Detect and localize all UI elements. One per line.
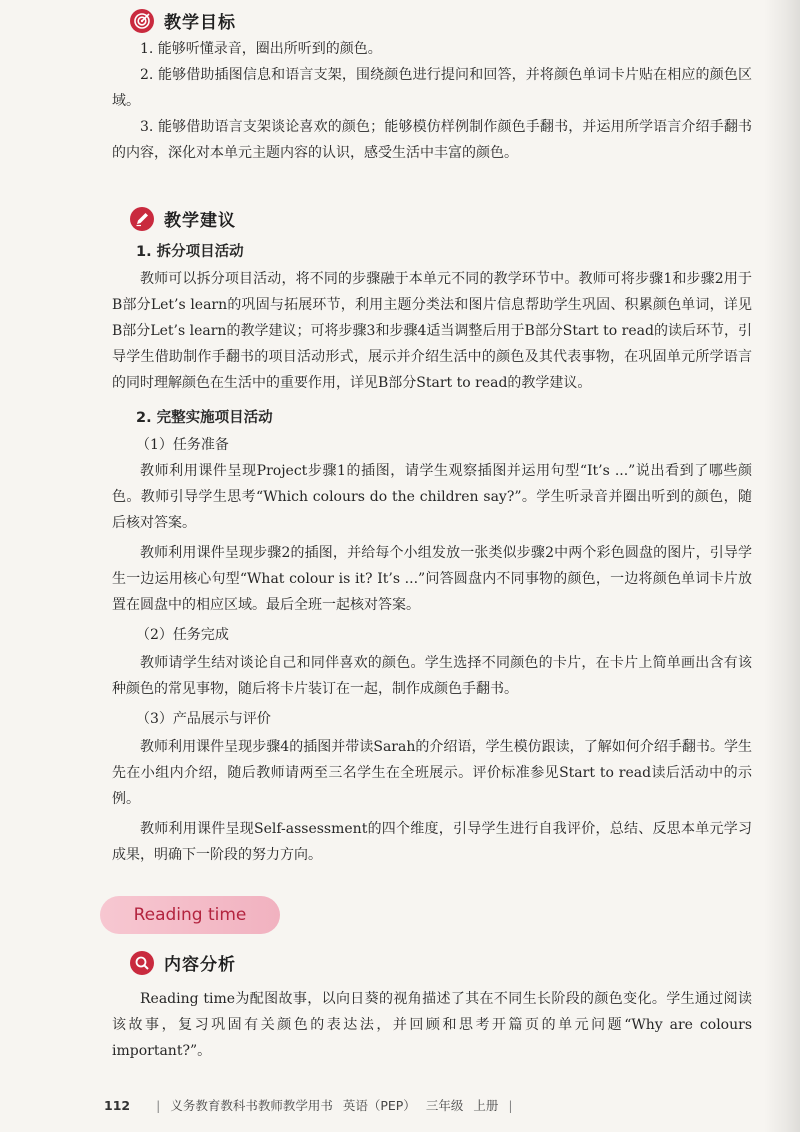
paragraph-prepare-2: 教师利用课件呈现步骤2的插图，并给每个小组发放一张类似步骤2中两个彩色圆盘的图片，引导学生一边运用核心句型“What colour is it? It’s ...”问答圆盘内不同事物的颜色，一边将颜色单词卡片放置在圆盘中的相应区域。最后全班一起核对答案。 xyxy=(112,545,752,613)
sub-heading-split: 1. 拆分项目活动 xyxy=(136,244,244,260)
paragraph-showcase-2: 教师利用课件呈现Self-assessment的四个维度，引导学生进行自我评价，总结、反思本单元学习成果，明确下一阶段的努力方向。 xyxy=(112,821,752,863)
section-goals-title: 教学目标 xyxy=(164,13,236,33)
footer-grade: 三年级 xyxy=(425,1098,464,1113)
footer-book-title: 义务教育教科书教师教学用书 xyxy=(170,1098,333,1113)
goal-item-2: 2. 能够借助插图信息和语言支架，围绕颜色进行提问和回答，并将颜色单词卡片贴在相应的颜色区域。 xyxy=(112,67,752,109)
page-footer xyxy=(104,1096,523,1114)
footer-divider-end: | xyxy=(508,1097,513,1113)
paragraph-split: 教师可以拆分项目活动，将不同的步骤融于本单元不同的教学环节中。教师可将步骤1和步骤2用于B部分Let’s learn的巩固与拓展环节，利用主题分类法和图片信息帮助学生巩固、积累颜色单词，详见B部分Let’s learn的教学建议；可将步骤3和步骤4适当调整后用于B部分Start to read的读后环节，引导学生借助制作手翻书的项目活动形式，展示并介绍生活中的颜色及其代表事物，在巩固单元所学语言的同时理解颜色在生活中的重要作用，详见B部分Start to read的教学建议。 xyxy=(112,271,752,391)
step-heading-showcase: （3）产品展示与评价 xyxy=(136,711,271,727)
step-heading-prepare: （1）任务准备 xyxy=(136,437,229,453)
footer-volume: 上册 xyxy=(473,1098,499,1113)
section-analysis-header xyxy=(130,950,236,975)
paragraph-showcase-1: 教师利用课件呈现步骤4的插图并带读Sarah的介绍语，学生模仿跟读，了解如何介绍手翻书。学生先在小组内介绍，随后教师请两至三名学生在全班展示。评价标准参见Start to read读后活动中的示例。 xyxy=(112,739,752,807)
sub-heading-complete: 2. 完整实施项目活动 xyxy=(136,410,273,426)
goal-item-3: 3. 能够借助语言支架谈论喜欢的颜色；能够模仿样例制作颜色手翻书，并运用所学语言介绍手翻书的内容，深化对本单元主题内容的认识，感受生活中丰富的颜色。 xyxy=(112,119,752,161)
paragraph-analysis: Reading time为配图故事，以向日葵的视角描述了其在不同生长阶段的颜色变化。学生通过阅读该故事，复习巩固有关颜色的表达法，并回顾和思考开篇页的单元问题“Why are colours important?”。 xyxy=(112,991,752,1059)
paragraph-prepare-1: 教师利用课件呈现Project步骤1的插图，请学生观察插图并运用句型“It’s ...”说出看到了哪些颜色。教师引导学生思考“Which colours do the children say?”。学生听录音并圈出听到的颜色，随后核对答案。 xyxy=(112,463,752,531)
target-icon xyxy=(130,9,154,33)
section-suggestions-header xyxy=(130,206,236,231)
page-edge-shadow xyxy=(764,0,800,1132)
reading-time-pill: Reading time xyxy=(100,896,280,934)
section-analysis-title: 内容分析 xyxy=(164,955,236,975)
goal-item-1: 1. 能够听懂录音，圈出所听到的颜色。 xyxy=(140,41,382,57)
section-suggestions-title: 教学建议 xyxy=(164,211,236,231)
section-goals-header xyxy=(130,8,236,33)
footer-subject: 英语（PEP） xyxy=(342,1098,416,1113)
pen-icon xyxy=(130,207,154,231)
magnifier-icon xyxy=(130,951,154,975)
page-number: 112 xyxy=(104,1097,131,1113)
footer-divider: | xyxy=(156,1097,161,1113)
step-heading-complete: （2）任务完成 xyxy=(136,627,229,643)
paragraph-complete: 教师请学生结对谈论自己和同伴喜欢的颜色。学生选择不同颜色的卡片，在卡片上简单画出含有该种颜色的常见事物，随后将卡片装订在一起，制作成颜色手翻书。 xyxy=(112,655,752,697)
